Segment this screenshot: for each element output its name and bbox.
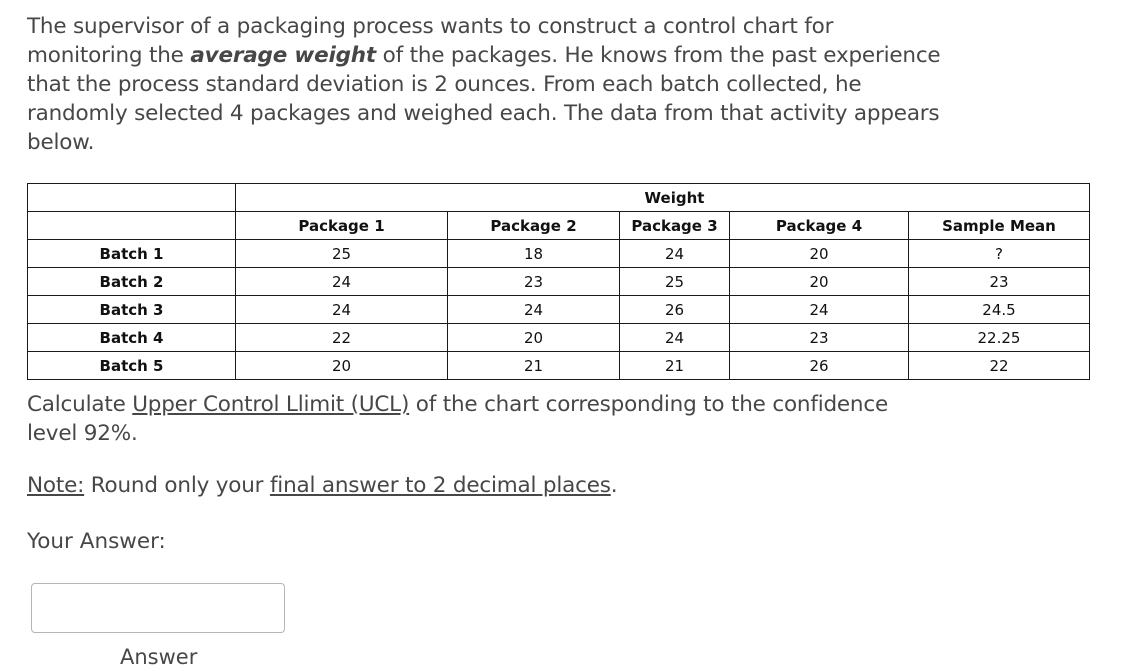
column-header: Package 4 xyxy=(730,212,909,240)
note-end: . xyxy=(610,473,618,498)
table-group-spacer xyxy=(236,184,620,212)
table-cell: 22 xyxy=(909,352,1090,380)
intro-emphasis: average weight xyxy=(190,43,376,68)
row-label: Batch 4 xyxy=(28,324,236,352)
table-cell: 24 xyxy=(620,324,730,352)
table-cell: 23 xyxy=(730,324,909,352)
table-cell: ? xyxy=(909,240,1090,268)
table-row xyxy=(28,324,1090,352)
row-label: Batch 3 xyxy=(28,296,236,324)
table-cell: 18 xyxy=(448,240,620,268)
row-label: Batch 5 xyxy=(28,352,236,380)
table-row xyxy=(28,240,1090,268)
decimal-places-link[interactable]: final answer to 2 decimal places xyxy=(269,473,611,498)
column-header: Package 3 xyxy=(620,212,730,240)
weight-data-table xyxy=(27,183,1090,380)
row-label: Batch 2 xyxy=(28,268,236,296)
table-cell: 23 xyxy=(909,268,1090,296)
note-label[interactable]: Note: xyxy=(27,473,85,498)
table-cell: 26 xyxy=(730,352,909,380)
rounding-note xyxy=(27,471,617,500)
table-corner-cell xyxy=(28,184,236,212)
answer-prompt: Your Answer: xyxy=(27,529,166,554)
table-row xyxy=(28,296,1090,324)
table-cell: 24 xyxy=(620,240,730,268)
table-cell: 24 xyxy=(236,296,448,324)
table-cell: 26 xyxy=(620,296,730,324)
question-prefix: Calculate xyxy=(27,392,133,417)
table-header-row xyxy=(28,212,1090,240)
intro-text-part1: The supervisor of a packaging process wants to construct a control chart for monitoring the xyxy=(27,14,834,68)
table-cell: 24.5 xyxy=(909,296,1090,324)
answer-input[interactable] xyxy=(31,583,285,633)
table-cell: 23 xyxy=(448,268,620,296)
table-header-empty xyxy=(28,212,236,240)
table-cell: 21 xyxy=(620,352,730,380)
note-text: Round only your xyxy=(84,473,270,498)
column-header: Package 1 xyxy=(236,212,448,240)
column-header: Sample Mean xyxy=(909,212,1090,240)
row-label: Batch 1 xyxy=(28,240,236,268)
table-cell: 22.25 xyxy=(909,324,1090,352)
table-cell: 25 xyxy=(236,240,448,268)
question-suffix: of the chart corresponding to the confidence level 92%. xyxy=(27,392,889,446)
table-group-spacer-right xyxy=(730,184,1090,212)
table-cell: 24 xyxy=(448,296,620,324)
table-cell: 20 xyxy=(448,324,620,352)
table-cell: 20 xyxy=(730,240,909,268)
table-cell: 24 xyxy=(730,296,909,324)
table-cell: 24 xyxy=(236,268,448,296)
intro-text-part2: of the packages. He knows from the past experience that the process standard deviation is 2 ounces. From each batch collected, he randomly selected 4 packages and weighed each. The data from that activity appears below. xyxy=(27,43,941,155)
table-row xyxy=(28,352,1090,380)
answer-caption: Answer xyxy=(120,645,198,669)
table-row xyxy=(28,268,1090,296)
column-header: Package 2 xyxy=(448,212,620,240)
table-cell: 21 xyxy=(448,352,620,380)
table-group-header-row xyxy=(28,184,1090,212)
table-cell: 25 xyxy=(620,268,730,296)
ucl-link[interactable]: Upper Control Llimit (UCL) xyxy=(132,392,410,417)
table-cell: 20 xyxy=(730,268,909,296)
question-text xyxy=(27,390,927,448)
table-group-header-weight: Weight xyxy=(620,184,730,212)
table-cell: 22 xyxy=(236,324,448,352)
problem-statement xyxy=(27,12,947,157)
table-cell: 20 xyxy=(236,352,448,380)
